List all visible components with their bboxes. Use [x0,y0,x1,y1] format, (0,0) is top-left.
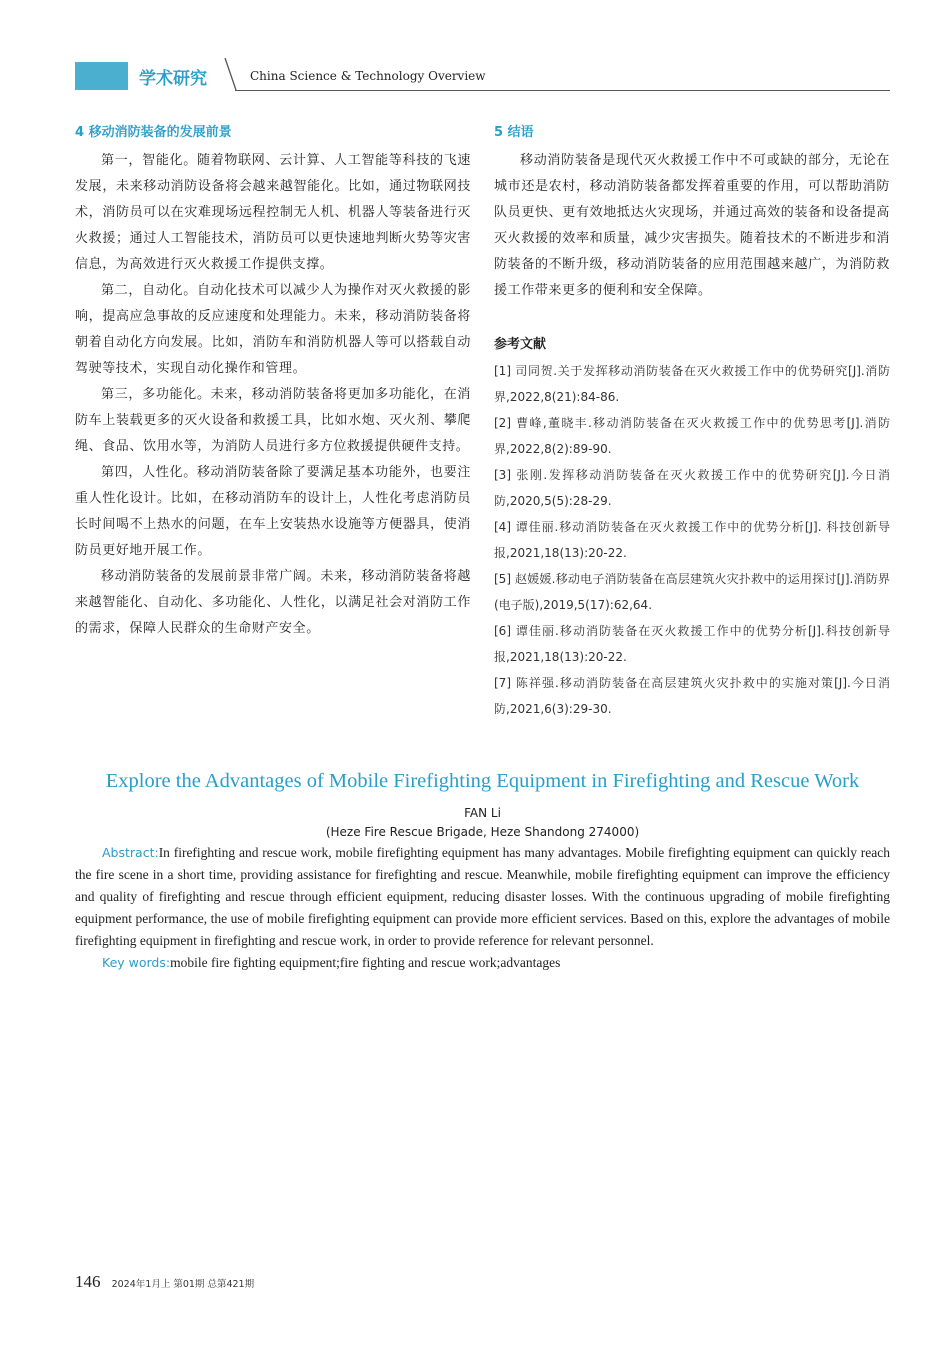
section-4-heading: 4 移动消防装备的发展前景 [75,125,232,140]
english-abstract [75,842,890,952]
english-abstract-block [75,768,890,974]
english-keywords [75,952,890,974]
page-header [75,60,890,92]
reference-item: [7] 陈祥强.移动消防装备在高层建筑火灾扑救中的实施对策[J].今日消防,2021,6(3):29-30. [494,676,890,716]
reference-item: [6] 谭佳丽.移动消防装备在灭火救援工作中的优势分析[J].科技创新导报,2021,18(13):20-22. [494,624,890,664]
paragraph: 第四，人性化。移动消防装备除了要满足基本功能外，也要注重人性化设计。比如，在移动消防车的设计上，人性化考虑消防员长时间喝不上热水的问题，在车上安装热水设施等方便器具，使消防员更好地开展工作。 [75,465,471,558]
header-slash-divider [223,58,239,92]
issue-info: 2024年1月上 第01期 总第421期 [111,1279,255,1290]
reference-item: [5] 赵媛媛.移动电子消防装备在高层建筑火灾扑救中的运用探讨[J].消防界(电子版),2019,5(17):62,64. [494,572,890,612]
reference-item: [1] 司同贺.关于发挥移动消防装备在灭火救援工作中的优势研究[J].消防界,2022,8(21):84-86. [494,364,890,404]
paragraph: 移动消防装备的发展前景非常广阔。未来，移动消防装备将越来越智能化、自动化、多功能化、人性化，以满足社会对消防工作的需求，保障人民群众的生命财产安全。 [75,569,471,636]
keywords-label: Key words: [102,955,171,970]
journal-name: China Science & Technology Overview [250,69,486,83]
paragraph: 第二，自动化。自动化技术可以减少人为操作对灭火救援的影响，提高应急事故的反应速度和处理能力。未来，移动消防装备将朝着自动化方向发展。比如，消防车和消防机器人等可以搭载自动驾驶等技术，实现自动化操作和管理。 [75,283,471,376]
section-5-heading: 5 结语 [494,125,534,140]
page-number: 146 [75,1272,101,1291]
abstract-text: In firefighting and rescue work, mobile firefighting equipment has many advantages. Mobile firefighting equipment can quickly reach the fire scene in a short time, providing assistance for firefighting and rescue. Meanwhile, mobile firefighting equipment can improve the efficiency and quality of firefighting and rescue through efficient equipment, reducing disaster losses. With the continuous upgrading of mobile firefighting equipment performance, the use of mobile firefighting equipment can provide more efficient services. Based on this, explore the advantages of mobile firefighting equipment in firefighting and rescue work, in order to provide reference for relevant personnel. [75,845,890,948]
header-color-block [75,62,128,90]
keywords-text: mobile fire fighting equipment;fire fighting and rescue work;advantages [170,955,561,970]
abstract-label: Abstract: [102,845,159,860]
section-title: 学术研究 [139,69,207,89]
reference-item: [4] 谭佳丽.移动消防装备在灭火救援工作中的优势分析[J]. 科技创新导报,2021,18(13):20-22. [494,520,890,560]
reference-item: [3] 张刚.发挥移动消防装备在灭火救援工作中的优势研究[J].今日消防,2020,5(5):28-29. [494,468,890,508]
left-column [75,122,471,642]
paragraph: 第一，智能化。随着物联网、云计算、人工智能等科技的飞速发展，未来移动消防设备将会越来越智能化。比如，通过物联网技术，消防员可以在灾难现场远程控制无人机、机器人等装备进行灭火救援；通过人工智能技术，消防员可以更快速地判断火势等灾害信息，为高效进行灭火救援工作提供支撑。 [75,153,471,272]
right-column [494,122,890,722]
english-affiliation: (Heze Fire Rescue Brigade, Heze Shandong 274000) [325,825,640,839]
conclusion-paragraph: 移动消防装备是现代灭火救援工作中不可或缺的部分，无论在城市还是农村，移动消防装备都发挥着重要的作用，可以帮助消防队员更快、更有效地抵达火灾现场，并通过高效的装备和设备提高灭火救援的效率和质量，减少灾害损失。随着技术的不断进步和消防装备的不断升级，移动消防装备的应用范围越来越广，为消防救援工作带来更多的便利和安全保障。 [494,153,890,298]
page-footer [75,1272,254,1294]
english-author: FAN Li [464,806,501,820]
reference-item: [2] 曹峰,董晓丰.移动消防装备在灭火救援工作中的优势思考[J].消防界,2022,8(2):89-90. [494,416,890,456]
header-rule [235,90,890,91]
references-title: 参考文献 [494,337,547,352]
paragraph: 第三，多功能化。未来，移动消防装备将更加多功能化，在消防车上装载更多的灭火设备和救援工具，比如水炮、灭火剂、攀爬绳、食品、饮用水等，为消防人员进行多方位救援提供硬件支持。 [75,387,471,454]
english-title: Explore the Advantages of Mobile Firefighting Equipment in Firefighting and Rescue Work [105,770,860,792]
